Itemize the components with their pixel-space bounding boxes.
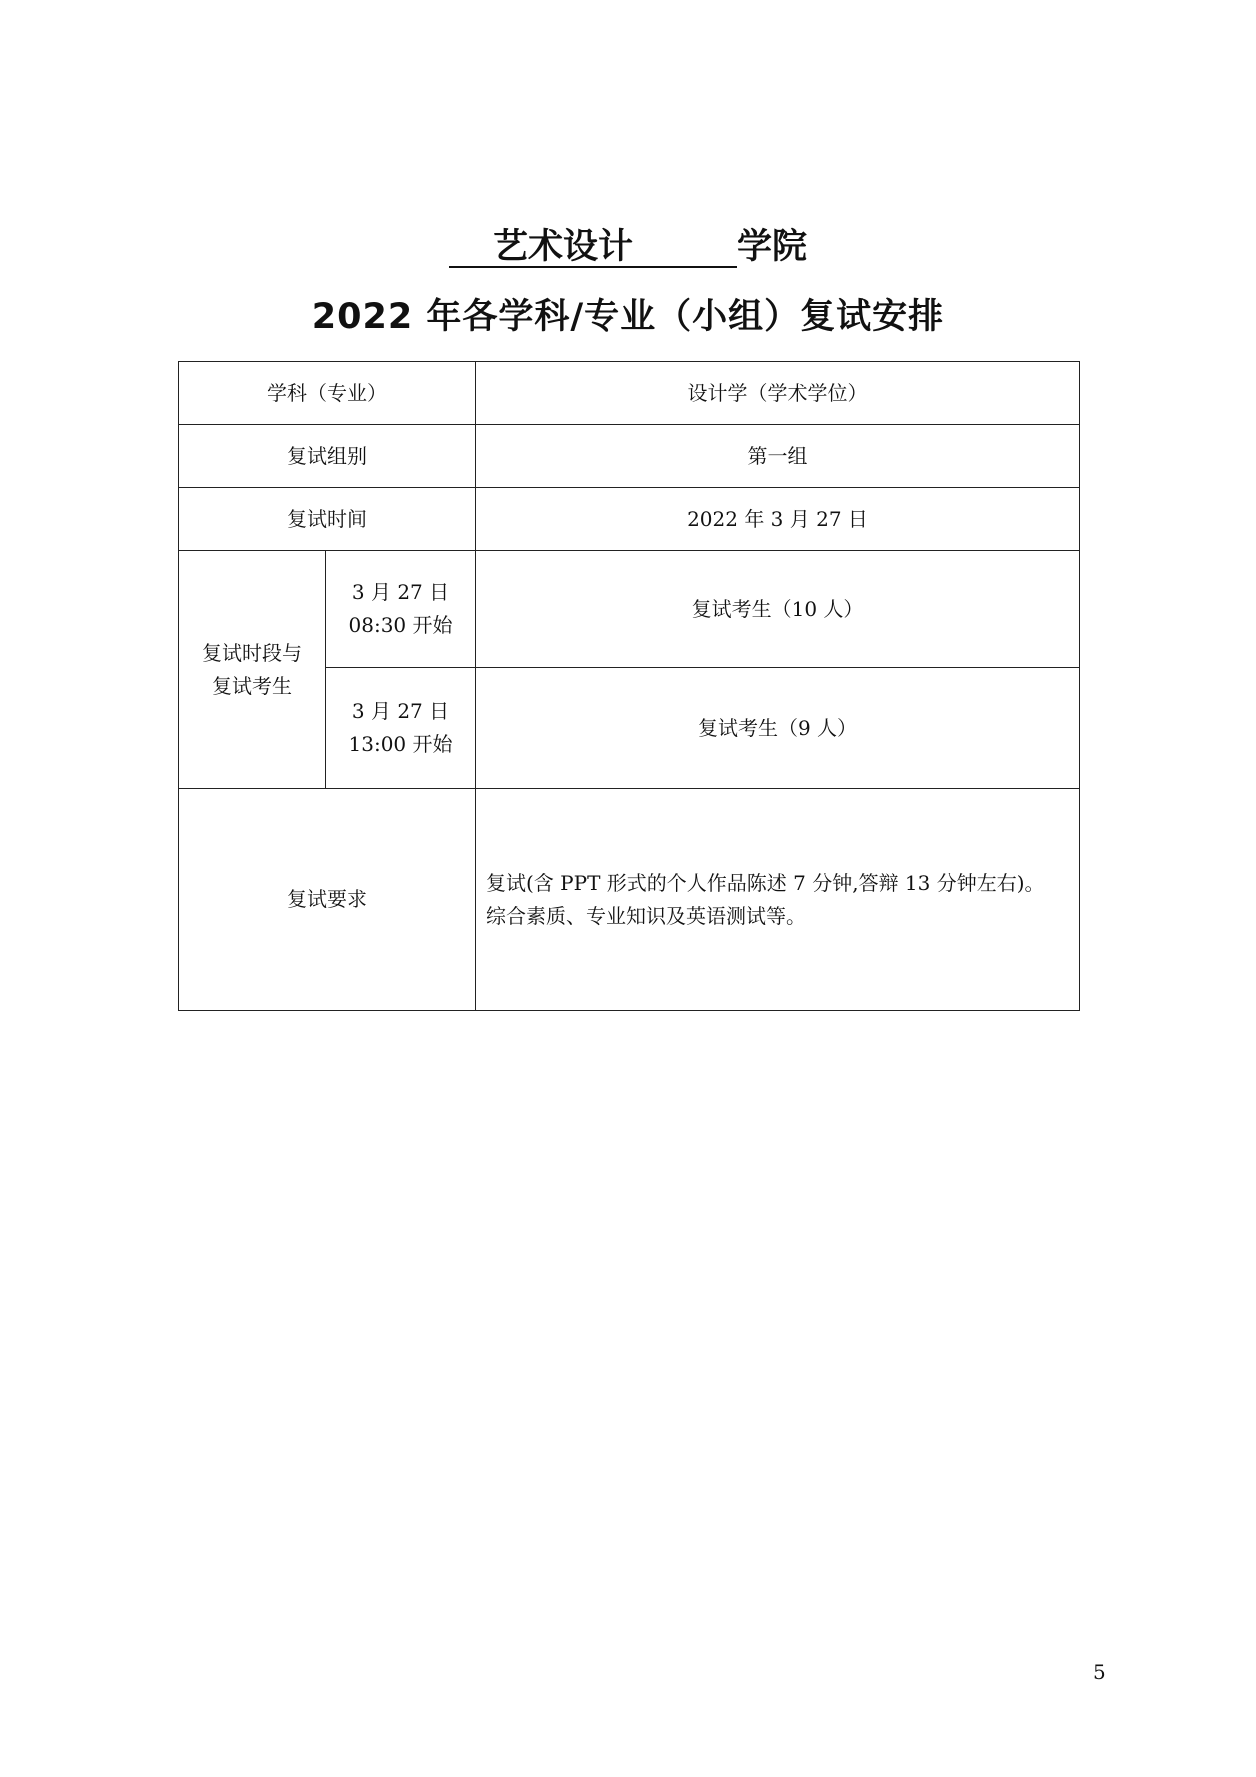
table-row-session-1 bbox=[179, 551, 1080, 668]
subject-value-cell: 设计学（学术学位） bbox=[476, 362, 1080, 425]
session-label-cell bbox=[179, 551, 326, 789]
page-title: 2022 年各学科/专业（小组）复试安排 bbox=[311, 297, 945, 337]
session-1-students-cell: 复试考生（10 人） bbox=[476, 551, 1080, 668]
requirements-line-2: 综合素质、专业知识及英语测试等。 bbox=[486, 903, 806, 928]
table-row-requirements bbox=[179, 789, 1080, 1011]
schedule-table bbox=[178, 361, 1080, 1011]
page-number: 5 bbox=[1093, 1660, 1106, 1684]
requirements-value-cell bbox=[476, 789, 1080, 1011]
session-2-date: 3 月 27 日 bbox=[351, 699, 450, 723]
college-name-blank bbox=[449, 228, 737, 268]
table-row-group bbox=[179, 425, 1080, 488]
college-title bbox=[0, 224, 1256, 270]
date-value-cell: 2022 年 3 月 27 日 bbox=[476, 488, 1080, 551]
college-suffix: 学院 bbox=[737, 227, 808, 267]
session-label-line-2: 复试考生 bbox=[212, 673, 292, 698]
date-label-cell: 复试时间 bbox=[179, 488, 476, 551]
session-1-time: 08:30 开始 bbox=[348, 613, 453, 637]
session-2-time: 13:00 开始 bbox=[348, 732, 453, 756]
requirements-line-1: 复试(含 PPT 形式的个人作品陈述 7 分钟,答辩 13 分钟左右)。 bbox=[486, 870, 1045, 895]
session-1-time-cell bbox=[326, 551, 476, 668]
requirements-label-cell: 复试要求 bbox=[179, 789, 476, 1011]
session-2-students-cell: 复试考生（9 人） bbox=[476, 668, 1080, 789]
session-1-date: 3 月 27 日 bbox=[351, 580, 450, 604]
session-2-time-cell bbox=[326, 668, 476, 789]
table-row-date bbox=[179, 488, 1080, 551]
group-value-cell: 第一组 bbox=[476, 425, 1080, 488]
group-label-cell: 复试组别 bbox=[179, 425, 476, 488]
table-row-subject bbox=[179, 362, 1080, 425]
session-label-line-1: 复试时段与 bbox=[202, 640, 302, 665]
subject-label-cell: 学科（专业） bbox=[179, 362, 476, 425]
college-name: 艺术设计 bbox=[492, 227, 633, 267]
